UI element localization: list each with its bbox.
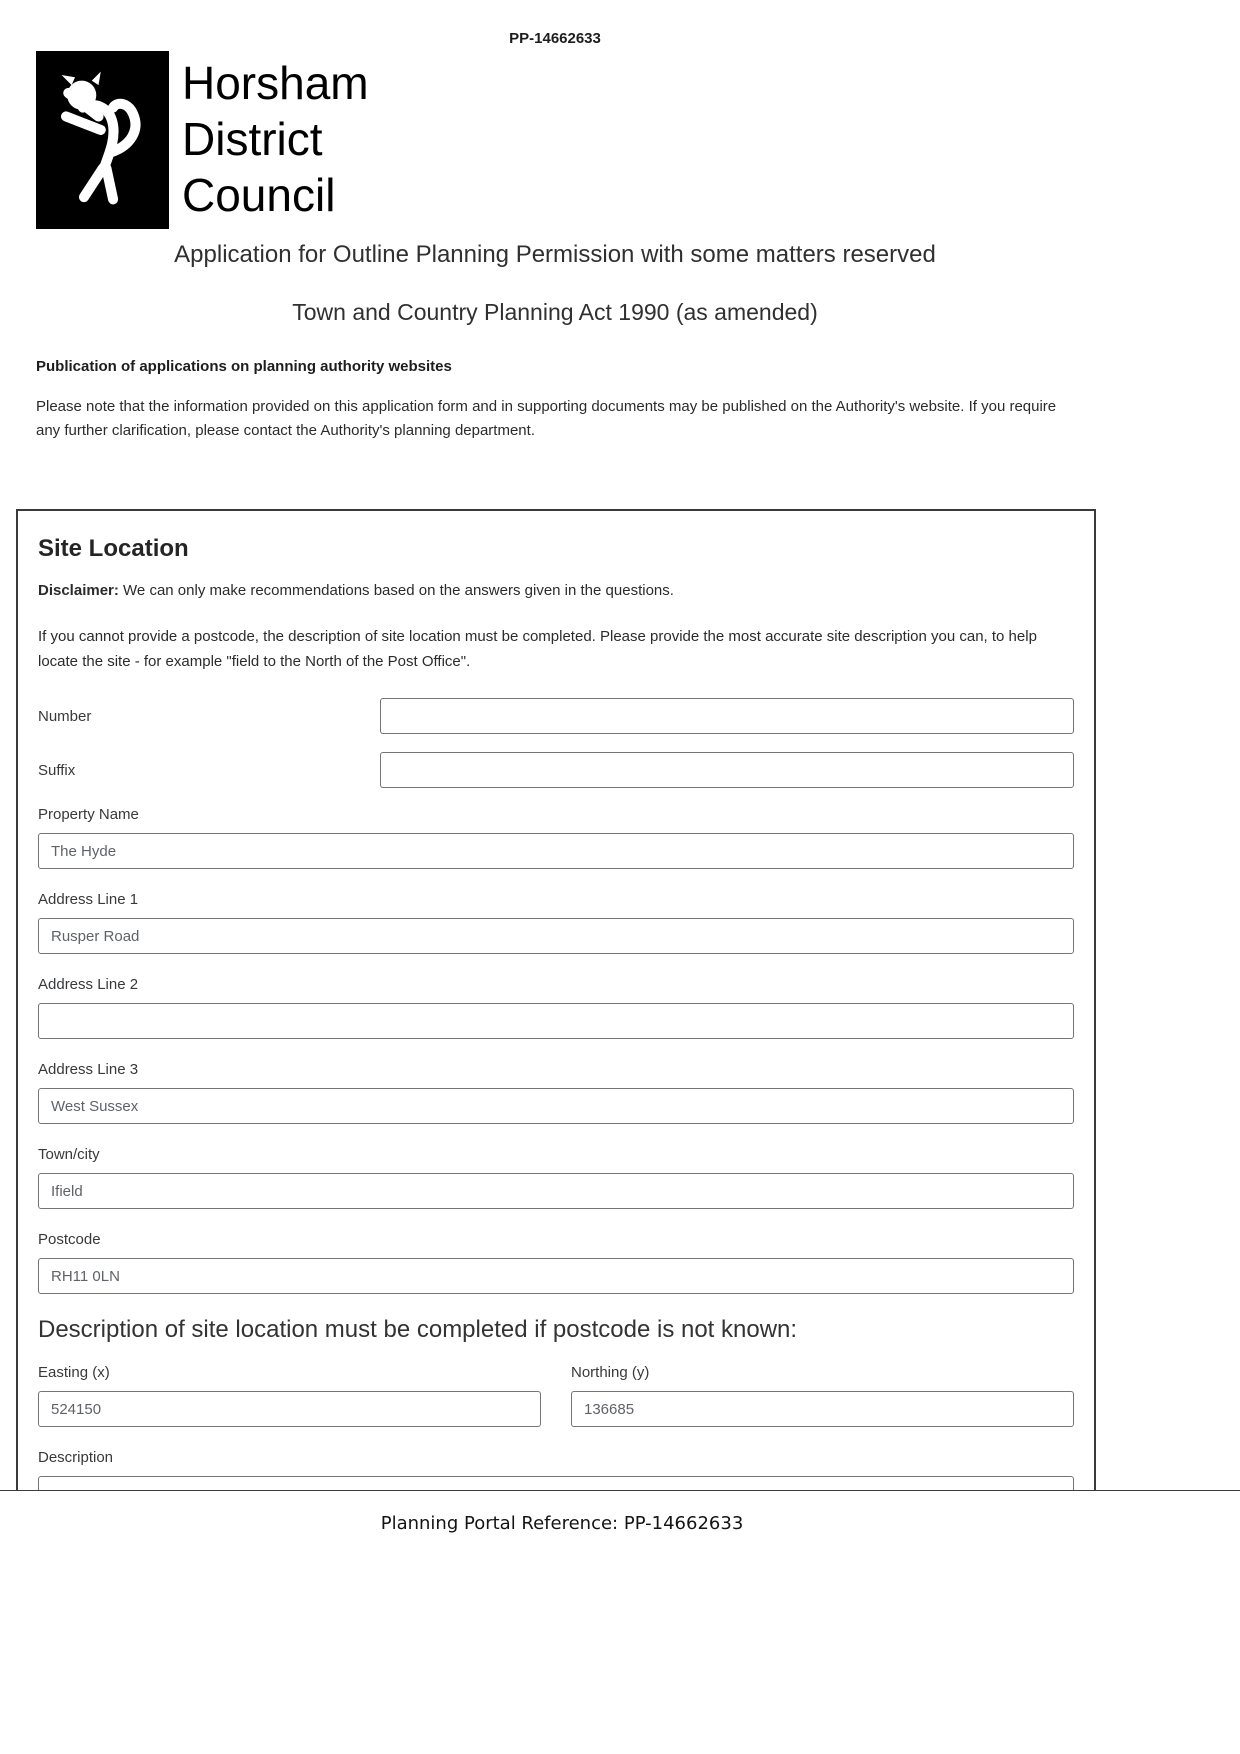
lion-rampant-icon (36, 51, 169, 229)
description-instruction-heading: Description of site location must be completed if postcode is not known: (38, 1316, 798, 1343)
town-city-input[interactable] (38, 1173, 1074, 1209)
address-line-2-field (38, 976, 1074, 1039)
council-name-line: District (182, 113, 323, 165)
easting-label: Easting (x) (38, 1364, 110, 1381)
property-name-label: Property Name (38, 806, 139, 823)
postcode-input[interactable] (38, 1258, 1074, 1294)
northing-field (571, 1364, 1074, 1427)
number-input[interactable] (380, 698, 1074, 734)
postcode-field (38, 1231, 1074, 1294)
address-line-1-input[interactable] (38, 918, 1074, 954)
disclaimer-text (38, 579, 1074, 602)
suffix-label: Suffix (38, 761, 76, 779)
number-label: Number (38, 707, 92, 725)
town-city-label: Town/city (38, 1146, 100, 1163)
publication-heading: Publication of applications on planning authority websites (36, 358, 452, 375)
address-line-2-label: Address Line 2 (38, 976, 139, 993)
easting-field (38, 1364, 541, 1427)
site-location-intro: If you cannot provide a postcode, the description of site location must be completed. Please provide the most accurate site description you can, to help locate the site - for example "field to the North of the Post Office". (38, 628, 1037, 670)
disclaimer-body: We can only make recommendations based on the answers given in the questions. (123, 582, 674, 599)
address-line-1-field (38, 891, 1074, 954)
easting-input[interactable] (38, 1391, 541, 1427)
form-reference-header: PP-14662633 (509, 30, 601, 47)
council-name-line: Horsham (182, 57, 369, 109)
number-field-row (38, 698, 1074, 734)
site-location-heading: Site Location (38, 535, 189, 562)
town-city-field (38, 1146, 1074, 1209)
postcode-label: Postcode (38, 1231, 101, 1248)
suffix-field-row (38, 752, 1074, 788)
address-line-3-label: Address Line 3 (38, 1061, 139, 1078)
council-name (182, 51, 369, 223)
suffix-input[interactable] (380, 752, 1074, 788)
property-name-input[interactable] (38, 833, 1074, 869)
address-line-3-field (38, 1061, 1074, 1124)
northing-label: Northing (y) (571, 1364, 650, 1381)
description-label: Description (38, 1449, 114, 1466)
council-logo (36, 51, 1240, 229)
planning-portal-reference: Planning Portal Reference: PP-14662633 (380, 1513, 744, 1534)
property-name-field (38, 806, 1074, 869)
address-line-3-input[interactable] (38, 1088, 1074, 1124)
address-line-2-input[interactable] (38, 1003, 1074, 1039)
northing-input[interactable] (571, 1391, 1074, 1427)
address-line-1-label: Address Line 1 (38, 891, 139, 908)
form-subtitle: Town and Country Planning Act 1990 (as amended) (292, 299, 818, 325)
council-name-line: Council (182, 169, 336, 221)
form-title: Application for Outline Planning Permission with some matters reserved (174, 241, 936, 268)
footer (0, 1490, 1240, 1754)
coordinates-row (38, 1364, 1074, 1427)
publication-body: Please note that the information provided on this application form and in supporting documents may be published on the Authority's website. If you require any further clarification, please contact the Authority's planning department. (36, 398, 1057, 439)
disclaimer-label: Disclaimer: (38, 582, 119, 599)
